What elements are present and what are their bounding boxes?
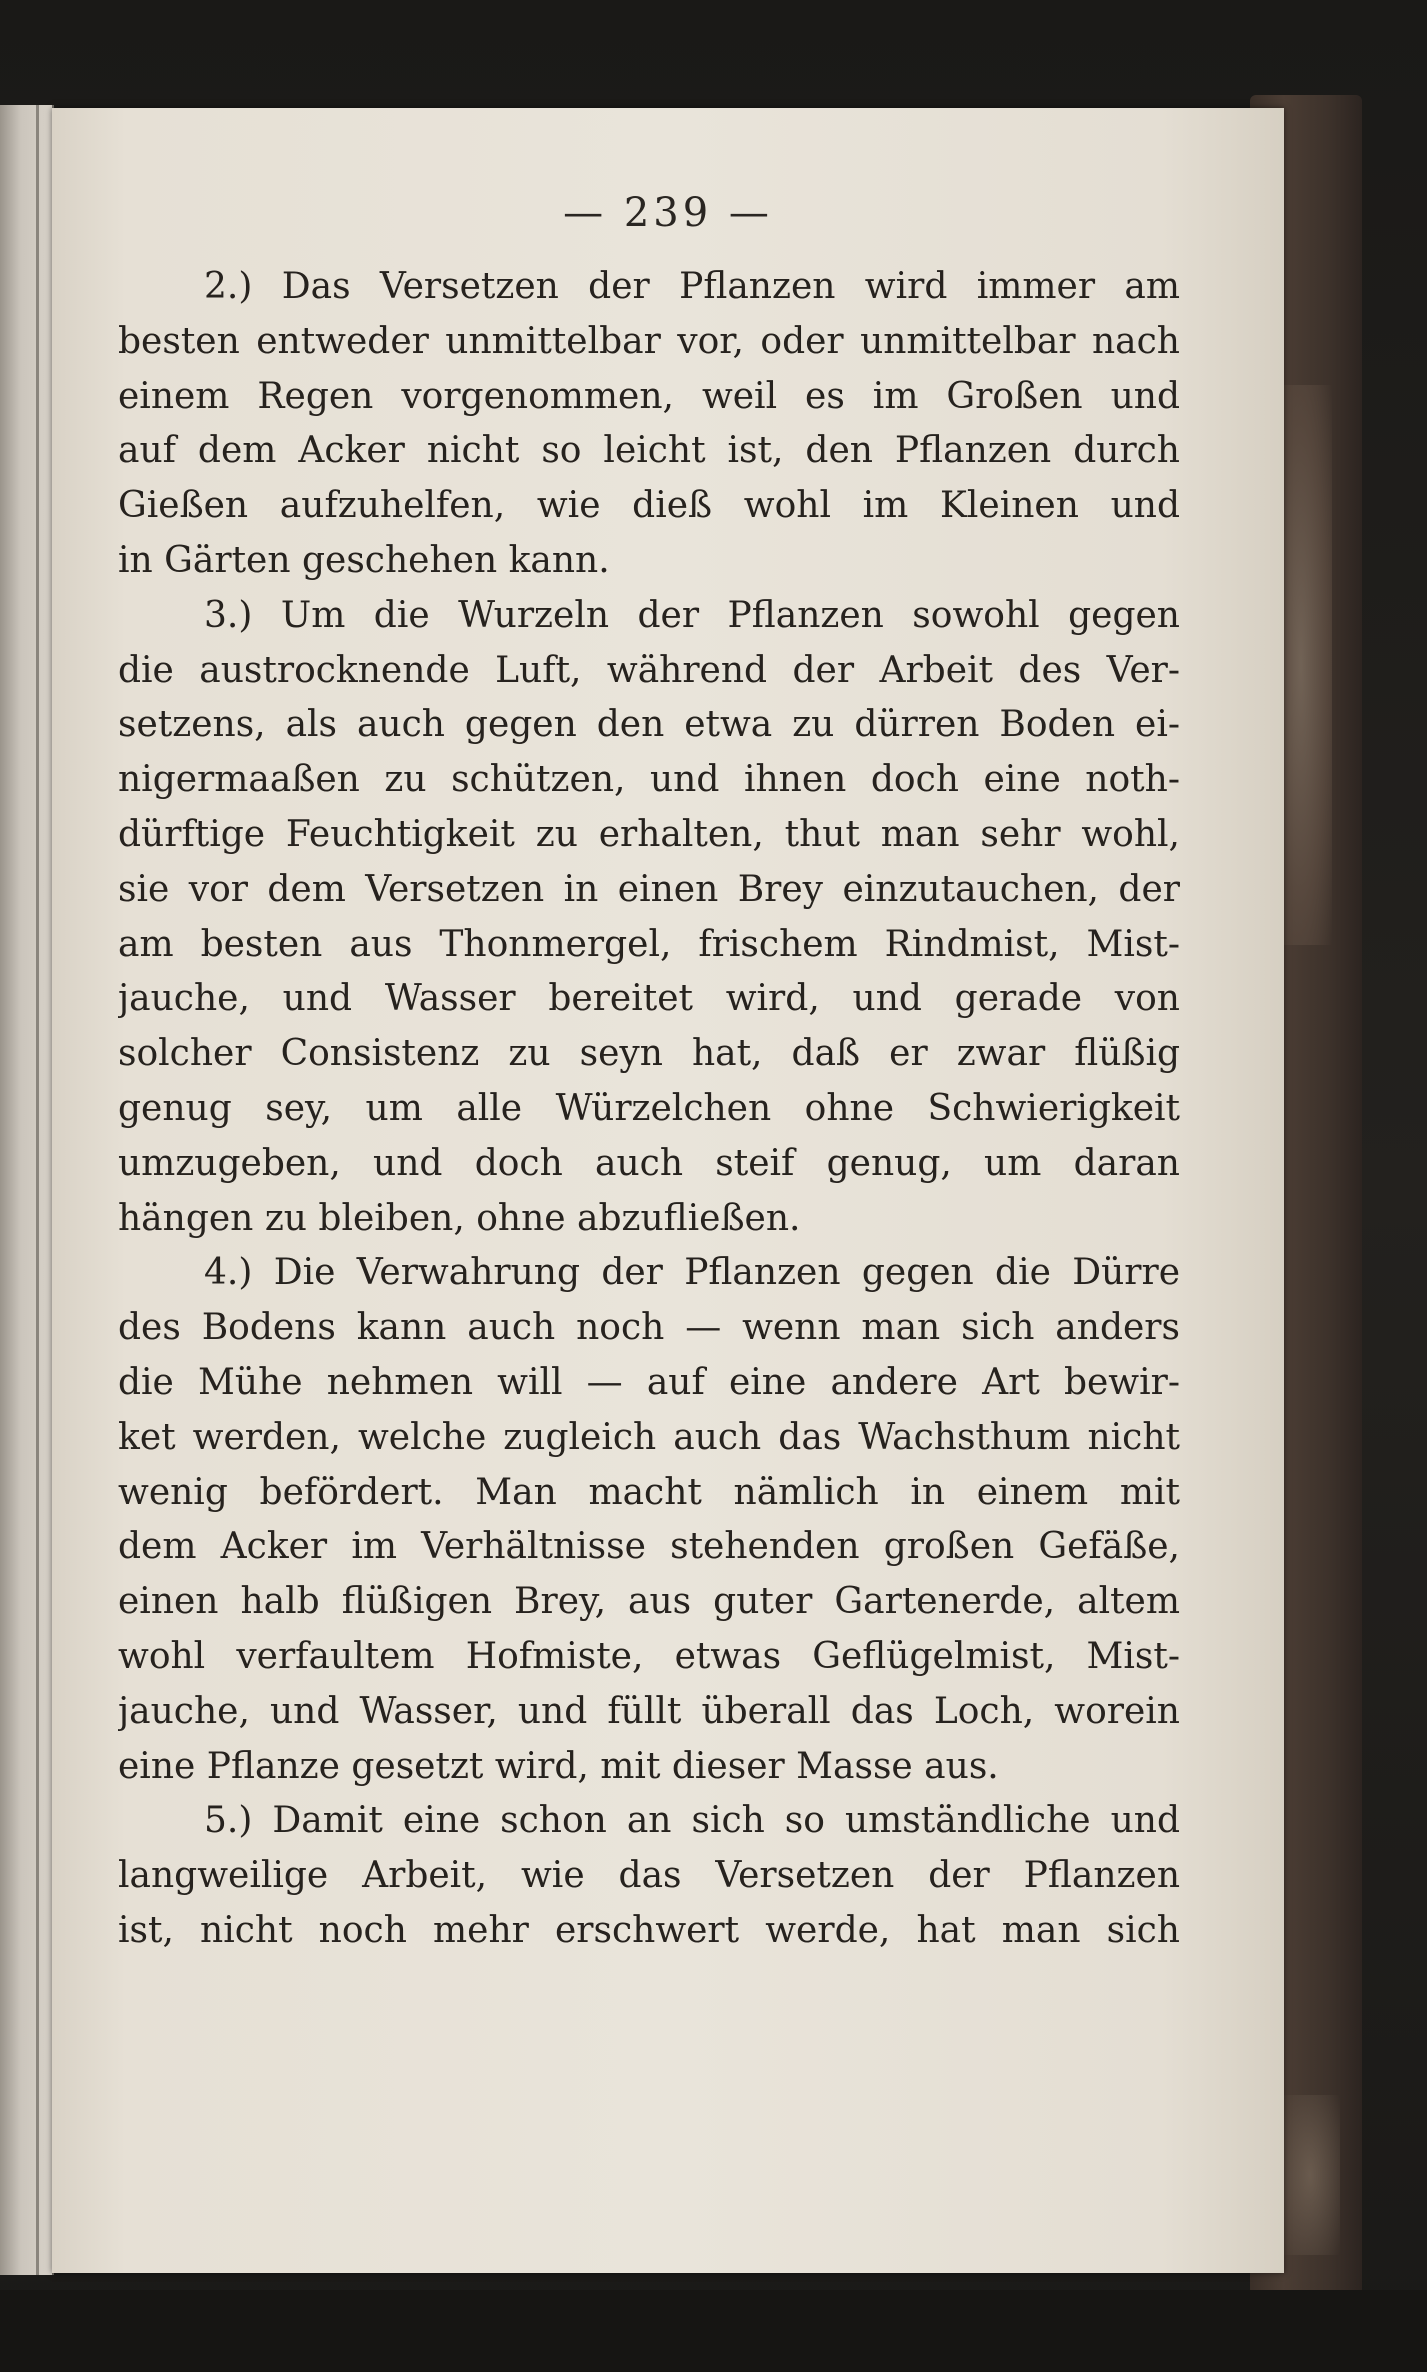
text-line: setzens, als auch gegen den etwa zu dürren Boden ei- <box>118 704 1180 746</box>
text-line: 5.) Damit eine schon an sich so umständliche und <box>204 1800 1180 1842</box>
text-line: solcher Consistenz zu seyn hat, daß er zwar flüßig <box>118 1033 1180 1075</box>
text-line: nigermaaßen zu schützen, und ihnen doch eine noth- <box>118 759 1180 801</box>
text-line: 4.) Die Verwahrung der Pflanzen gegen die Dürre <box>204 1252 1180 1294</box>
text-line: langweilige Arbeit, wie das Versetzen der Pflanzen <box>118 1855 1180 1897</box>
text-line: auf dem Acker nicht so leicht ist, den Pflanzen durch <box>118 430 1180 472</box>
text-line: 2.) Das Versetzen der Pflanzen wird immer am <box>204 266 1180 307</box>
text-line: umzugeben, und doch auch steif genug, um daran <box>118 1142 1180 1184</box>
cover-wear <box>1280 2095 1340 2255</box>
text-line: sie vor dem Versetzen in einen Brey einzutauchen, der <box>118 868 1180 910</box>
page-number: — 239 — <box>563 190 773 236</box>
text-line: einem Regen vorgenommen, weil es im Großen und <box>118 375 1180 417</box>
text-line: in Gärten geschehen kann. <box>118 539 610 581</box>
text-line: am besten aus Thonmergel, frischem Rindmist, Mist- <box>118 923 1180 965</box>
text-line: ket werden, welche zugleich auch das Wachsthum nicht <box>118 1416 1180 1458</box>
text-line: eine Pflanze gesetzt wird, mit dieser Masse aus. <box>118 1745 999 1787</box>
text-line: die austrocknende Luft, während der Arbeit des Ver- <box>118 649 1180 691</box>
background-shadow <box>0 2290 1427 2372</box>
text-line: hängen zu bleiben, ohne abzufließen. <box>118 1197 801 1239</box>
text-line: des Bodens kann auch noch — wenn man sich anders <box>118 1307 1180 1349</box>
text-line: wenig befördert. Man macht nämlich in einem mit <box>118 1471 1180 1513</box>
text-line: Gießen aufzuhelfen, wie dieß wohl im Kleinen und <box>118 485 1180 527</box>
page-edge-line <box>36 105 39 2275</box>
text-line: besten entweder unmittelbar vor, oder unmittelbar nach <box>118 320 1180 362</box>
text-line: dürftige Feuchtigkeit zu erhalten, thut man sehr wohl, <box>118 813 1180 855</box>
page-text <box>118 260 1180 1959</box>
book-page <box>52 108 1284 2273</box>
text-line: wohl verfaultem Hofmiste, etwas Geflügelmist, Mist- <box>118 1635 1180 1677</box>
text-line: genug sey, um alle Würzelchen ohne Schwierigkeit <box>118 1087 1180 1129</box>
text-line: jauche, und Wasser, und füllt überall das Loch, worein <box>118 1690 1180 1732</box>
text-line: jauche, und Wasser bereitet wird, und gerade von <box>118 978 1180 1020</box>
previous-page-edge <box>0 105 54 2275</box>
text-line: ist, nicht noch mehr erschwert werde, hat man sich <box>118 1909 1180 1951</box>
text-line: dem Acker im Verhältnisse stehenden großen Gefäße, <box>118 1526 1180 1568</box>
text-line: einen halb flüßigen Brey, aus guter Gartenerde, altem <box>118 1581 1180 1623</box>
text-line: 3.) Um die Wurzeln der Pflanzen sowohl gegen <box>204 594 1180 636</box>
text-line: die Mühe nehmen will — auf eine andere Art bewir- <box>118 1361 1180 1403</box>
